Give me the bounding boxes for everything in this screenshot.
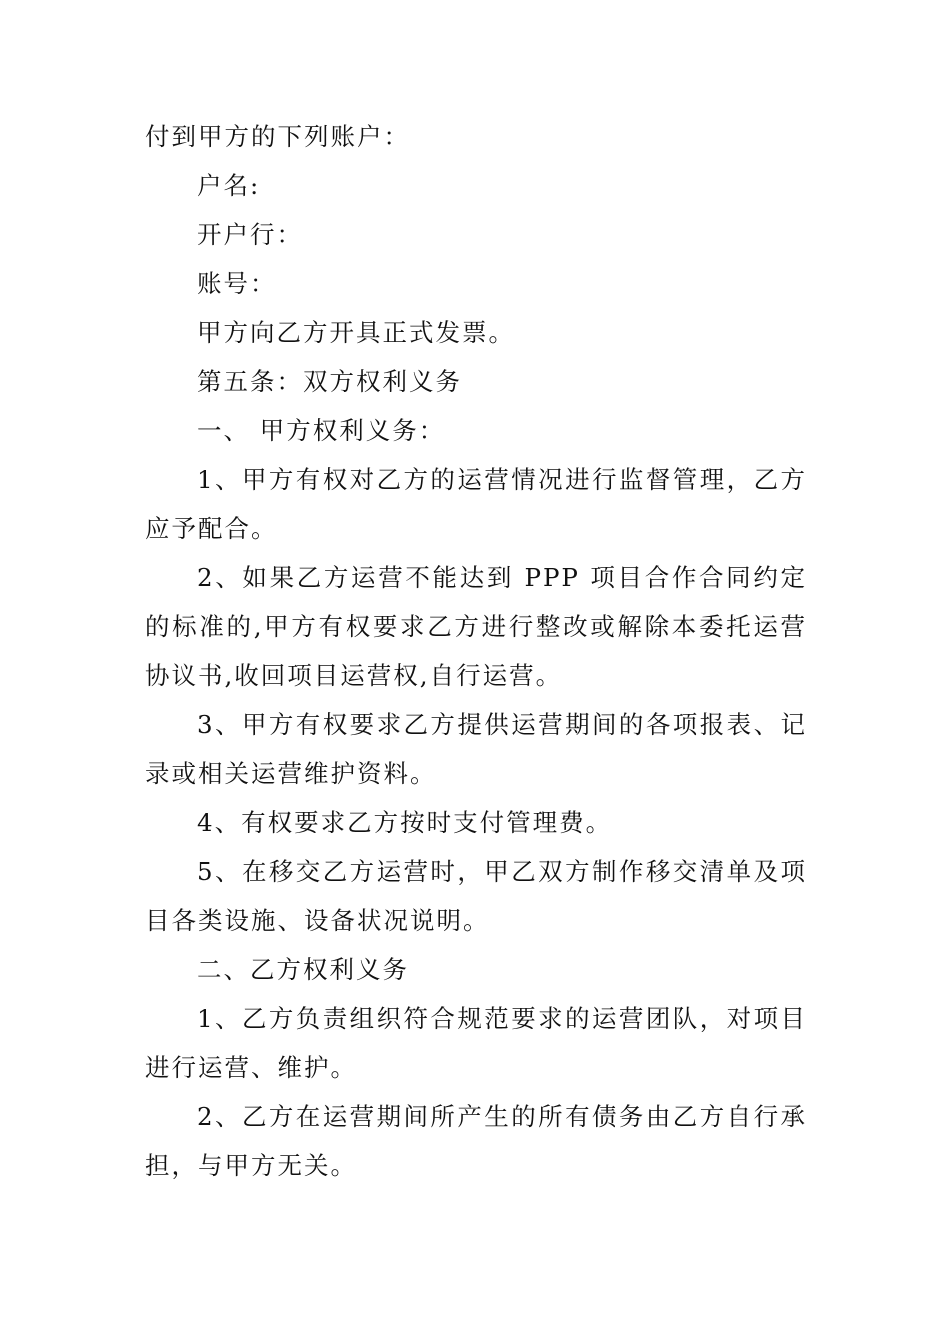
list-item-party-a-4: 4、有权要求乙方按时支付管理费。 [197,808,613,837]
paragraph-bank: 开户行： [197,220,303,249]
paragraph-payment-account-intro: 付到甲方的下列账户： [145,122,410,151]
list-item-party-a-1: 1、甲方有权对乙方的运营情况进行监督管理，乙方应予配合。 [145,465,807,543]
list-item-party-b-2: 2、乙方在运营期间所产生的所有债务由乙方自行承担，与甲方无关。 [145,1102,807,1180]
subheading-party-a: 一、 甲方权利义务： [197,416,446,445]
section-heading-article-5: 第五条：双方权利义务 [197,367,462,396]
list-item-party-a-3: 3、甲方有权要求乙方提供运营期间的各项报表、记录或相关运营维护资料。 [145,710,807,788]
subheading-party-b: 二、乙方权利义务 [197,955,409,984]
paragraph-invoice: 甲方向乙方开具正式发票。 [197,318,515,347]
list-item-party-a-5: 5、在移交乙方运营时，甲乙双方制作移交清单及项目各类设施、设备状况说明。 [145,857,807,935]
list-item-party-a-2: 2、如果乙方运营不能达到 PPP 项目合作合同约定的标准的,甲方有权要求乙方进行整改或解除本委托运营协议书,收回项目运营权,自行运营。 [145,563,807,690]
document-body [145,112,807,1190]
paragraph-account-number: 账号： [197,269,277,298]
list-item-party-b-1: 1、乙方负责组织符合规范要求的运营团队，对项目进行运营、维护。 [145,1004,807,1082]
paragraph-account-name: 户名: [197,171,261,200]
